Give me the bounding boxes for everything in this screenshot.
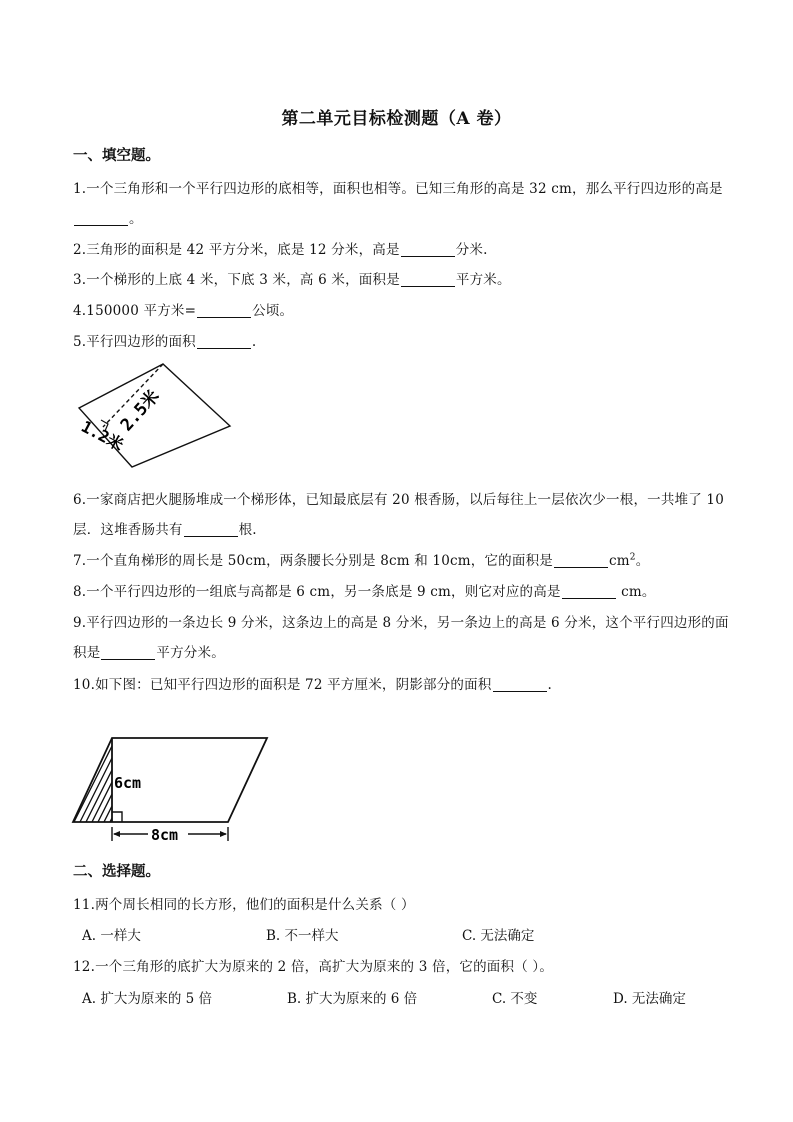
question-3-unit: 平方米。 bbox=[455, 272, 511, 288]
answer-blank-6[interactable] bbox=[184, 523, 238, 538]
question-4-text: 4.150000 平方米= bbox=[73, 303, 197, 319]
height-label-2: 6cm bbox=[114, 774, 142, 792]
answer-blank-4[interactable] bbox=[197, 304, 251, 319]
question-6-text-2: 层．这堆香肠共有 bbox=[73, 522, 183, 538]
question-7-superscript: 2 bbox=[629, 552, 636, 563]
answer-blank-2[interactable] bbox=[401, 243, 455, 258]
question-4-unit: 公顷。 bbox=[252, 303, 294, 319]
parallelogram-shape bbox=[79, 364, 230, 467]
question-6-line-2 bbox=[73, 518, 257, 538]
question-2 bbox=[73, 238, 488, 258]
question-7 bbox=[73, 549, 649, 569]
question-7-end: 。 bbox=[635, 553, 650, 569]
question-9-line-2 bbox=[73, 641, 225, 661]
question-9-text-2: 积是 bbox=[73, 645, 101, 661]
question-3 bbox=[73, 268, 511, 288]
answer-blank-7[interactable] bbox=[554, 554, 608, 569]
option-12-a[interactable]: A. 扩大为原来的 5 倍 bbox=[82, 991, 213, 1007]
question-10 bbox=[73, 673, 552, 693]
question-5-text: 5.平行四边形的面积 bbox=[73, 334, 196, 350]
base-label-2: 8cm bbox=[151, 826, 179, 844]
question-2-unit: 分米. bbox=[455, 242, 488, 258]
arrow-right-icon bbox=[220, 831, 227, 837]
question-8 bbox=[73, 580, 656, 600]
question-6-unit: 根. bbox=[238, 522, 257, 538]
question-9-line-1 bbox=[73, 611, 729, 631]
question-11: 11.两个周长相同的长方形，他们的面积是什么关系（ ） bbox=[73, 897, 415, 913]
question-6-text: 6.一家商店把火腿肠堆成一个梯形体，已知最底层有 20 根香肠，以后每往上一层依次少一根，一共堆了 10 bbox=[73, 492, 725, 508]
parallelogram-shape-2 bbox=[73, 738, 267, 822]
shaded-triangle bbox=[66, 730, 156, 830]
question-9-text: 9.平行四边形的一条边长 9 分米，这条边上的高是 8 分米，另一条边上的高是 6 分米，这个平行四边形的面 bbox=[73, 615, 729, 631]
question-4 bbox=[73, 299, 293, 319]
option-12-c[interactable]: C. 不变 bbox=[492, 991, 538, 1007]
option-11-b[interactable]: B. 不一样大 bbox=[266, 928, 339, 944]
page-title: 第二单元目标检测题（A 卷） bbox=[281, 109, 512, 129]
option-11-a[interactable]: A. 一样大 bbox=[82, 928, 141, 944]
answer-blank-9[interactable] bbox=[101, 646, 155, 661]
question-6-line-1 bbox=[73, 488, 724, 508]
answer-blank-1[interactable] bbox=[74, 212, 128, 227]
question-1-line-1 bbox=[73, 177, 723, 197]
section-fill-heading: 一、填空题。 bbox=[73, 147, 160, 164]
answer-blank-8[interactable] bbox=[562, 585, 616, 600]
option-12-d[interactable]: D. 无法确定 bbox=[613, 991, 686, 1007]
question-5-end: . bbox=[251, 334, 257, 350]
question-10-text: 10.如下图：已知平行四边形的面积是 72 平方厘米，阴影部分的面积 bbox=[73, 677, 492, 693]
question-9-unit: 平方分米。 bbox=[156, 645, 225, 661]
question-8-unit: cm。 bbox=[616, 584, 656, 600]
section-choice-heading: 二、选择题。 bbox=[73, 863, 160, 880]
height-label: 2.5米 bbox=[116, 386, 164, 436]
question-1-line-2 bbox=[73, 207, 143, 227]
parallelogram-figure-1 bbox=[66, 356, 246, 474]
arrow-left-icon bbox=[113, 831, 120, 837]
question-7-text: 7.一个直角梯形的周长是 50cm，两条腰长分别是 8cm 和 10cm，它的面积是 bbox=[73, 553, 553, 569]
question-10-end: . bbox=[547, 677, 553, 693]
question-7-unit: cm bbox=[608, 553, 630, 569]
question-8-text: 8.一个平行四边形的一组底与高都是 6 cm，另一条底是 9 cm，则它对应的高是 bbox=[73, 584, 561, 600]
answer-blank-5[interactable] bbox=[197, 335, 251, 350]
question-1-text: 1.一个三角形和一个平行四边形的底相等，面积也相等。已知三角形的高是 32 cm，那么平行四边形的高是 bbox=[73, 181, 723, 197]
answer-blank-3[interactable] bbox=[401, 273, 455, 288]
base-label: 1.2米 bbox=[78, 416, 127, 455]
right-angle-mark-2 bbox=[112, 812, 122, 822]
question-2-text: 2.三角形的面积是 42 平方分米，底是 12 分米，高是 bbox=[73, 242, 400, 258]
question-3-text: 3.一个梯形的上底 4 米，下底 3 米，高 6 米，面积是 bbox=[73, 272, 400, 288]
question-12: 12.一个三角形的底扩大为原来的 2 倍，高扩大为原来的 3 倍，它的面积（ ）。 bbox=[73, 959, 554, 975]
question-5 bbox=[73, 330, 256, 350]
question-1-end: 。 bbox=[129, 211, 143, 227]
answer-blank-10[interactable] bbox=[493, 678, 547, 693]
parallelogram-figure-2 bbox=[66, 730, 276, 848]
option-12-b[interactable]: B. 扩大为原来的 6 倍 bbox=[287, 991, 418, 1007]
option-11-c[interactable]: C. 无法确定 bbox=[462, 928, 535, 944]
